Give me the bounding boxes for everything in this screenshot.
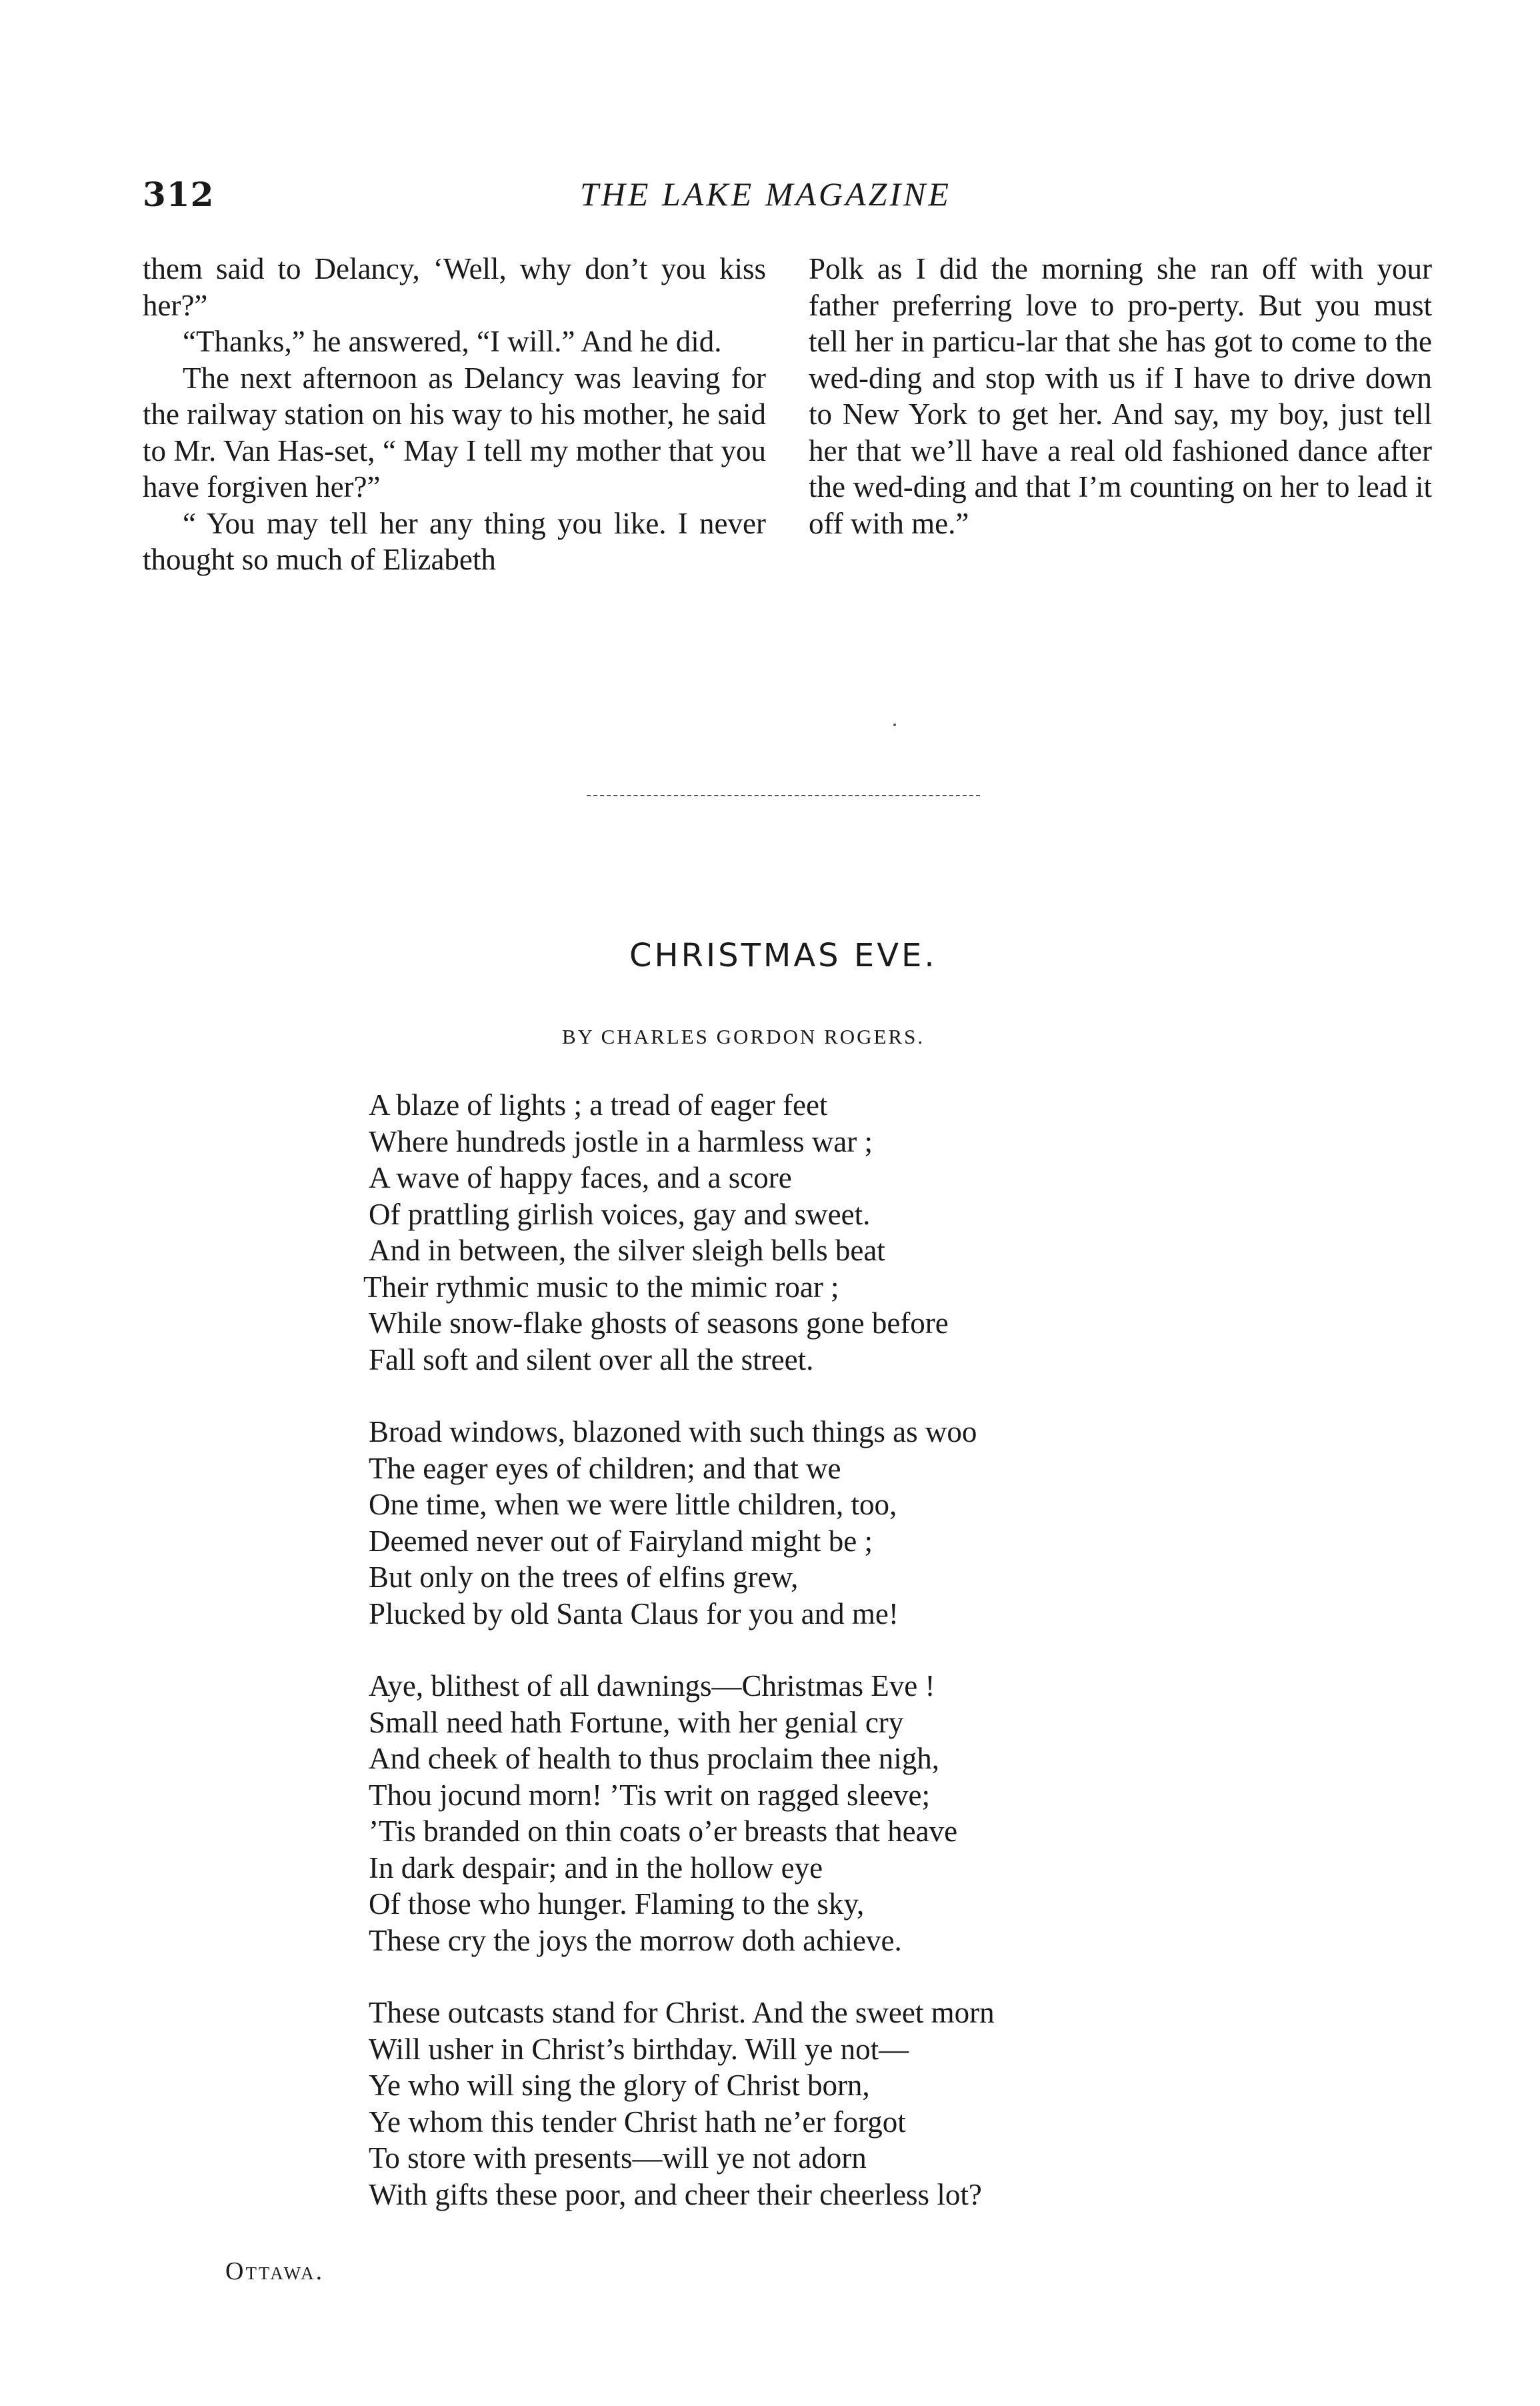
poem-line: Will usher in Christ’s birthday. Will ye not— — [369, 2032, 909, 2066]
poem-line: Broad windows, blazoned with such things as woo — [369, 1415, 977, 1448]
poem-line: A blaze of lights ; a tread of eager feet — [369, 1088, 828, 1122]
right-column — [809, 251, 1432, 541]
poem-line: Where hundreds jostle in a harmless war ; — [369, 1124, 873, 1158]
poem-byline: BY CHARLES GORDON ROGERS. — [562, 1025, 925, 1048]
poem-line: Aye, blithest of all dawnings—Christmas Eve ! — [369, 1669, 935, 1702]
paragraph: them said to Delancy, ‘Well, why don’t you kiss her?” — [143, 252, 766, 322]
paragraph: “Thanks,” he answered, “I will.” And he did. — [183, 325, 722, 358]
poem-line: A wave of happy faces, and a score — [369, 1161, 792, 1194]
poem-line: Ye whom this tender Christ hath ne’er forgot — [369, 2105, 906, 2139]
poem-title: CHRISTMAS EVE. — [629, 937, 937, 974]
poem-line: These cry the joys the morrow doth achieve. — [369, 1923, 902, 1957]
poem-line: Small need hath Fortune, with her genial cry — [369, 1705, 904, 1739]
running-title: THE LAKE MAGAZINE — [580, 175, 951, 213]
poem-line: The eager eyes of children; and that we — [369, 1451, 841, 1485]
ink-speck — [893, 724, 896, 726]
stanza — [363, 1087, 1269, 1378]
poem-body — [363, 1087, 1269, 2249]
poem-line: Of prattling girlish voices, gay and sweet. — [369, 1197, 871, 1231]
section-divider — [587, 795, 980, 798]
poem-line: Fall soft and silent over all the street. — [369, 1342, 814, 1376]
poem-line: Ye who will sing the glory of Christ born, — [369, 2069, 870, 2102]
poem-line: Deemed never out of Fairyland might be ; — [369, 1524, 873, 1558]
place-signature: Ottawa. — [225, 2257, 325, 2285]
paragraph: “ You may tell her any thing you like. I never thought so much of Elizabeth — [143, 506, 766, 576]
poem-line: One time, when we were little children, too, — [369, 1488, 897, 1521]
poem-line: While snow-flake ghosts of seasons gone before — [369, 1306, 949, 1340]
poem-line: Of those who hunger. Flaming to the sky, — [369, 1887, 865, 1921]
paragraph: The next afternoon as Delancy was leaving for the railway station on his way to his mother, he said to Mr. Van Has-set, “ May I tell my mother that you have forgiven her?” — [143, 361, 766, 503]
poem-line: Thou jocund morn! ’Tis writ on ragged sleeve; — [369, 1778, 930, 1812]
page-number: 312 — [143, 175, 215, 214]
poem-line: Their rythmic music to the mimic roar ; — [363, 1270, 839, 1304]
poem-line: And cheek of health to thus proclaim thee nigh, — [369, 1742, 940, 1775]
paragraph: Polk as I did the morning she ran off with your father preferring love to pro-perty. But you must tell her in particu-lar that she has got to come to the wed-ding and stop with us if I have to drive down to New York to get her. And say, my boy, just tell her that we’ll have a real old fashioned dance after the wed-ding and that I’m counting on her to lead it off with me.” — [809, 252, 1432, 540]
poem-line: And in between, the silver sleigh bells beat — [369, 1234, 885, 1267]
poem-line: Plucked by old Santa Claus for you and me! — [369, 1596, 899, 1630]
poem-line: But only on the trees of elfins grew, — [369, 1560, 799, 1594]
poem-line: These outcasts stand for Christ. And the sweet morn — [369, 1996, 995, 2029]
left-column — [143, 251, 766, 578]
poem-line: To store with presents—will ye not adorn — [369, 2141, 867, 2175]
stanza — [369, 1414, 1269, 1632]
poem-line: ’Tis branded on thin coats o’er breasts that heave — [369, 1815, 958, 1848]
poem-line: In dark despair; and in the hollow eye — [369, 1851, 823, 1885]
stanza — [369, 1668, 1269, 1959]
poem-line: With gifts these poor, and cheer their cheerless lot? — [369, 2177, 982, 2211]
stanza — [369, 1995, 1269, 2213]
